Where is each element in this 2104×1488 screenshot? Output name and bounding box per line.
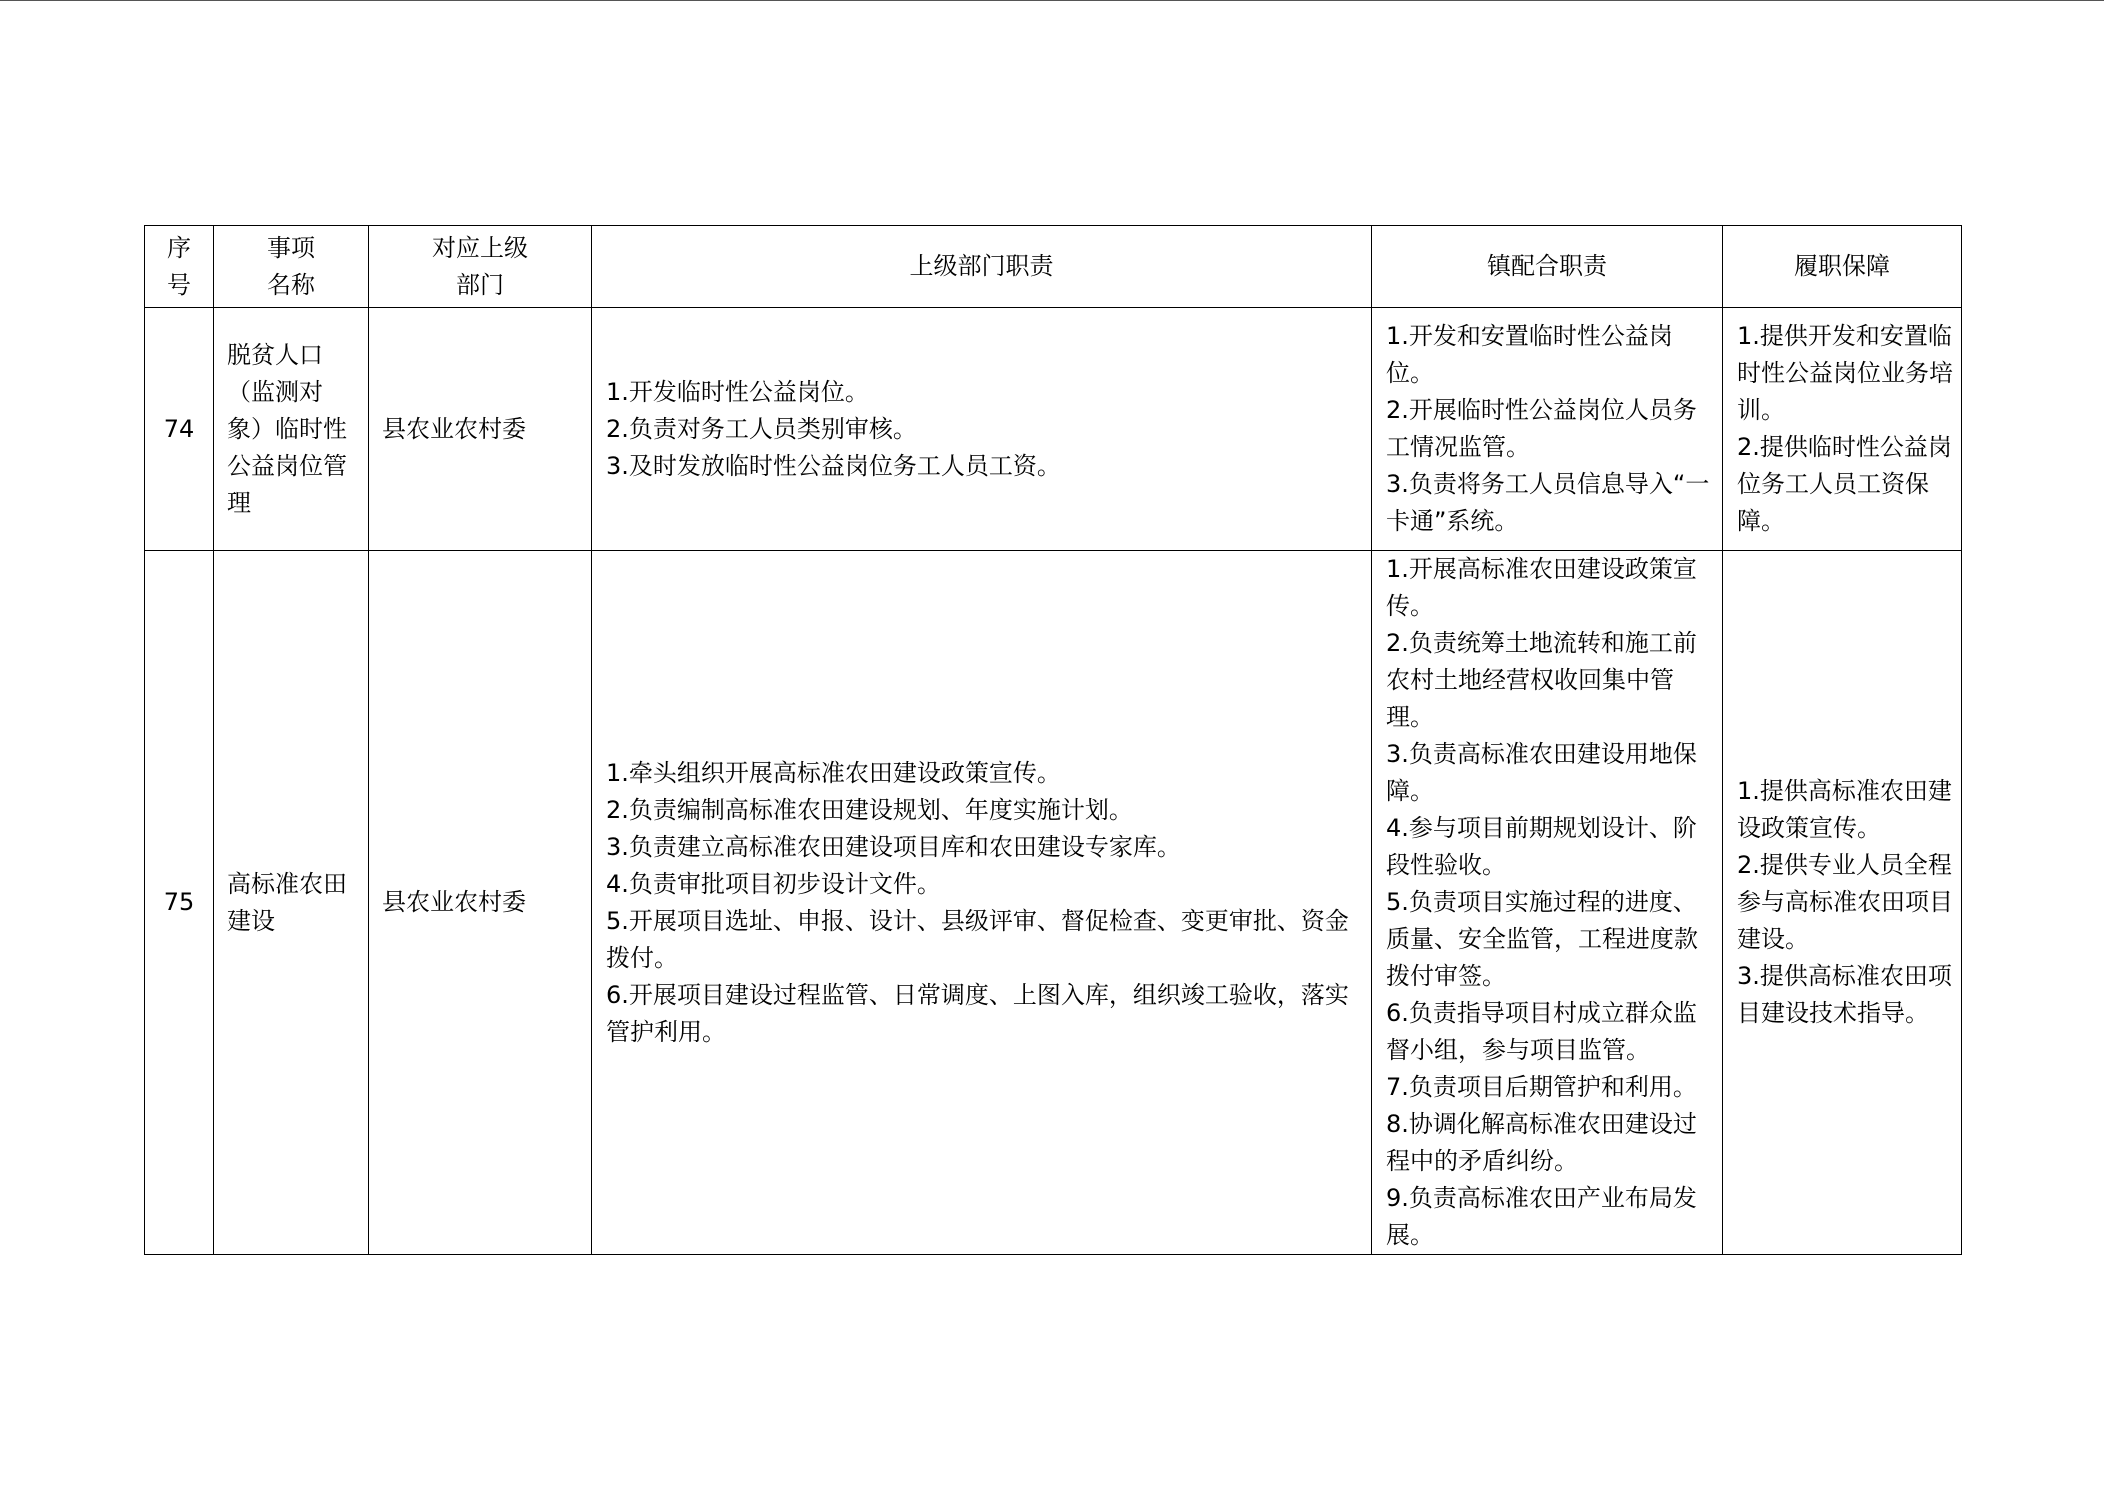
row-upper-duty xyxy=(592,551,1372,1255)
header-guarantee: 履职保障 xyxy=(1723,226,1962,308)
header-dept-line2: 部门 xyxy=(456,270,504,299)
header-item-line1: 事项 xyxy=(267,233,315,262)
row-town-duty xyxy=(1372,308,1723,551)
upper-duty-item: 3.及时发放临时性公益岗位务工人员工资。 xyxy=(606,451,1061,480)
upper-duty-item: 2.负责对务工人员类别审核。 xyxy=(606,414,917,443)
upper-duty-item: 3.负责建立高标准农田建设项目库和农田建设专家库。 xyxy=(606,832,1181,861)
header-item-line2: 名称 xyxy=(267,270,315,299)
town-duty-item: 1.开展高标准农田建设政策宣传。 xyxy=(1386,555,1697,620)
header-town-duty: 镇配合职责 xyxy=(1372,226,1723,308)
row-guarantee xyxy=(1723,308,1962,551)
page-top-border xyxy=(0,0,2104,1)
guarantee-item: 1.提供开发和安置临时性公益岗位业务培训。 xyxy=(1737,322,1953,424)
row-town-duty xyxy=(1372,551,1723,1255)
header-row xyxy=(145,226,1962,308)
row-item-name: 高标准农田建设 xyxy=(214,551,369,1255)
town-duty-item: 4.参与项目前期规划设计、阶段性验收。 xyxy=(1386,814,1697,879)
row-seq: 74 xyxy=(145,308,214,551)
upper-duty-item: 1.牵头组织开展高标准农田建设政策宣传。 xyxy=(606,758,1061,787)
header-item xyxy=(214,226,369,308)
header-seq xyxy=(145,226,214,308)
town-duty-item: 2.负责统筹土地流转和施工前农村土地经营权收回集中管理。 xyxy=(1386,629,1697,731)
town-duty-item: 3.负责将务工人员信息导入“一卡通”系统。 xyxy=(1386,470,1710,535)
row-dept: 县农业农村委 xyxy=(369,551,592,1255)
table-row xyxy=(145,308,1962,551)
table-row xyxy=(145,551,1962,1255)
row-seq: 75 xyxy=(145,551,214,1255)
guarantee-item: 3.提供高标准农田项目建设技术指导。 xyxy=(1737,962,1952,1027)
upper-duty-item: 6.开展项目建设过程监管、日常调度、上图入库，组织竣工验收，落实管护利用。 xyxy=(606,980,1349,1046)
header-upper-duty: 上级部门职责 xyxy=(592,226,1372,308)
town-duty-item: 1.开发和安置临时性公益岗位。 xyxy=(1386,322,1673,387)
upper-duty-item: 4.负责审批项目初步设计文件。 xyxy=(606,869,941,898)
town-duty-item: 6.负责指导项目村成立群众监督小组，参与项目监管。 xyxy=(1386,999,1697,1064)
header-seq-line1: 序 xyxy=(167,233,191,262)
upper-duty-item: 2.负责编制高标准农田建设规划、年度实施计划。 xyxy=(606,795,1133,824)
town-duty-item: 5.负责项目实施过程的进度、质量、安全监管，工程进度款拨付审签。 xyxy=(1386,888,1698,990)
town-duty-item: 9.负责高标准农田产业布局发展。 xyxy=(1386,1184,1697,1249)
duty-table xyxy=(144,225,1962,1255)
guarantee-item: 1.提供高标准农田建设政策宣传。 xyxy=(1737,777,1952,842)
upper-duty-item: 5.开展项目选址、申报、设计、县级评审、督促检查、变更审批、资金拨付。 xyxy=(606,906,1349,972)
town-duty-item: 7.负责项目后期管护和利用。 xyxy=(1386,1073,1697,1101)
row-guarantee xyxy=(1723,551,1962,1255)
row-upper-duty xyxy=(592,308,1372,551)
town-duty-item: 2.开展临时性公益岗位人员务工情况监管。 xyxy=(1386,396,1697,461)
upper-duty-item: 1.开发临时性公益岗位。 xyxy=(606,377,869,406)
guarantee-item: 2.提供专业人员全程参与高标准农田项目建设。 xyxy=(1737,851,1953,953)
row-item-name: 脱贫人口（监测对象）临时性公益岗位管理 xyxy=(214,308,369,551)
guarantee-item: 2.提供临时性公益岗位务工人员工资保障。 xyxy=(1737,433,1952,535)
header-seq-line2: 号 xyxy=(167,270,191,299)
town-duty-item: 3.负责高标准农田建设用地保障。 xyxy=(1386,740,1697,805)
row-dept: 县农业农村委 xyxy=(369,308,592,551)
header-dept xyxy=(369,226,592,308)
header-dept-line1: 对应上级 xyxy=(432,233,528,262)
town-duty-item: 8.协调化解高标准农田建设过程中的矛盾纠纷。 xyxy=(1386,1110,1697,1175)
